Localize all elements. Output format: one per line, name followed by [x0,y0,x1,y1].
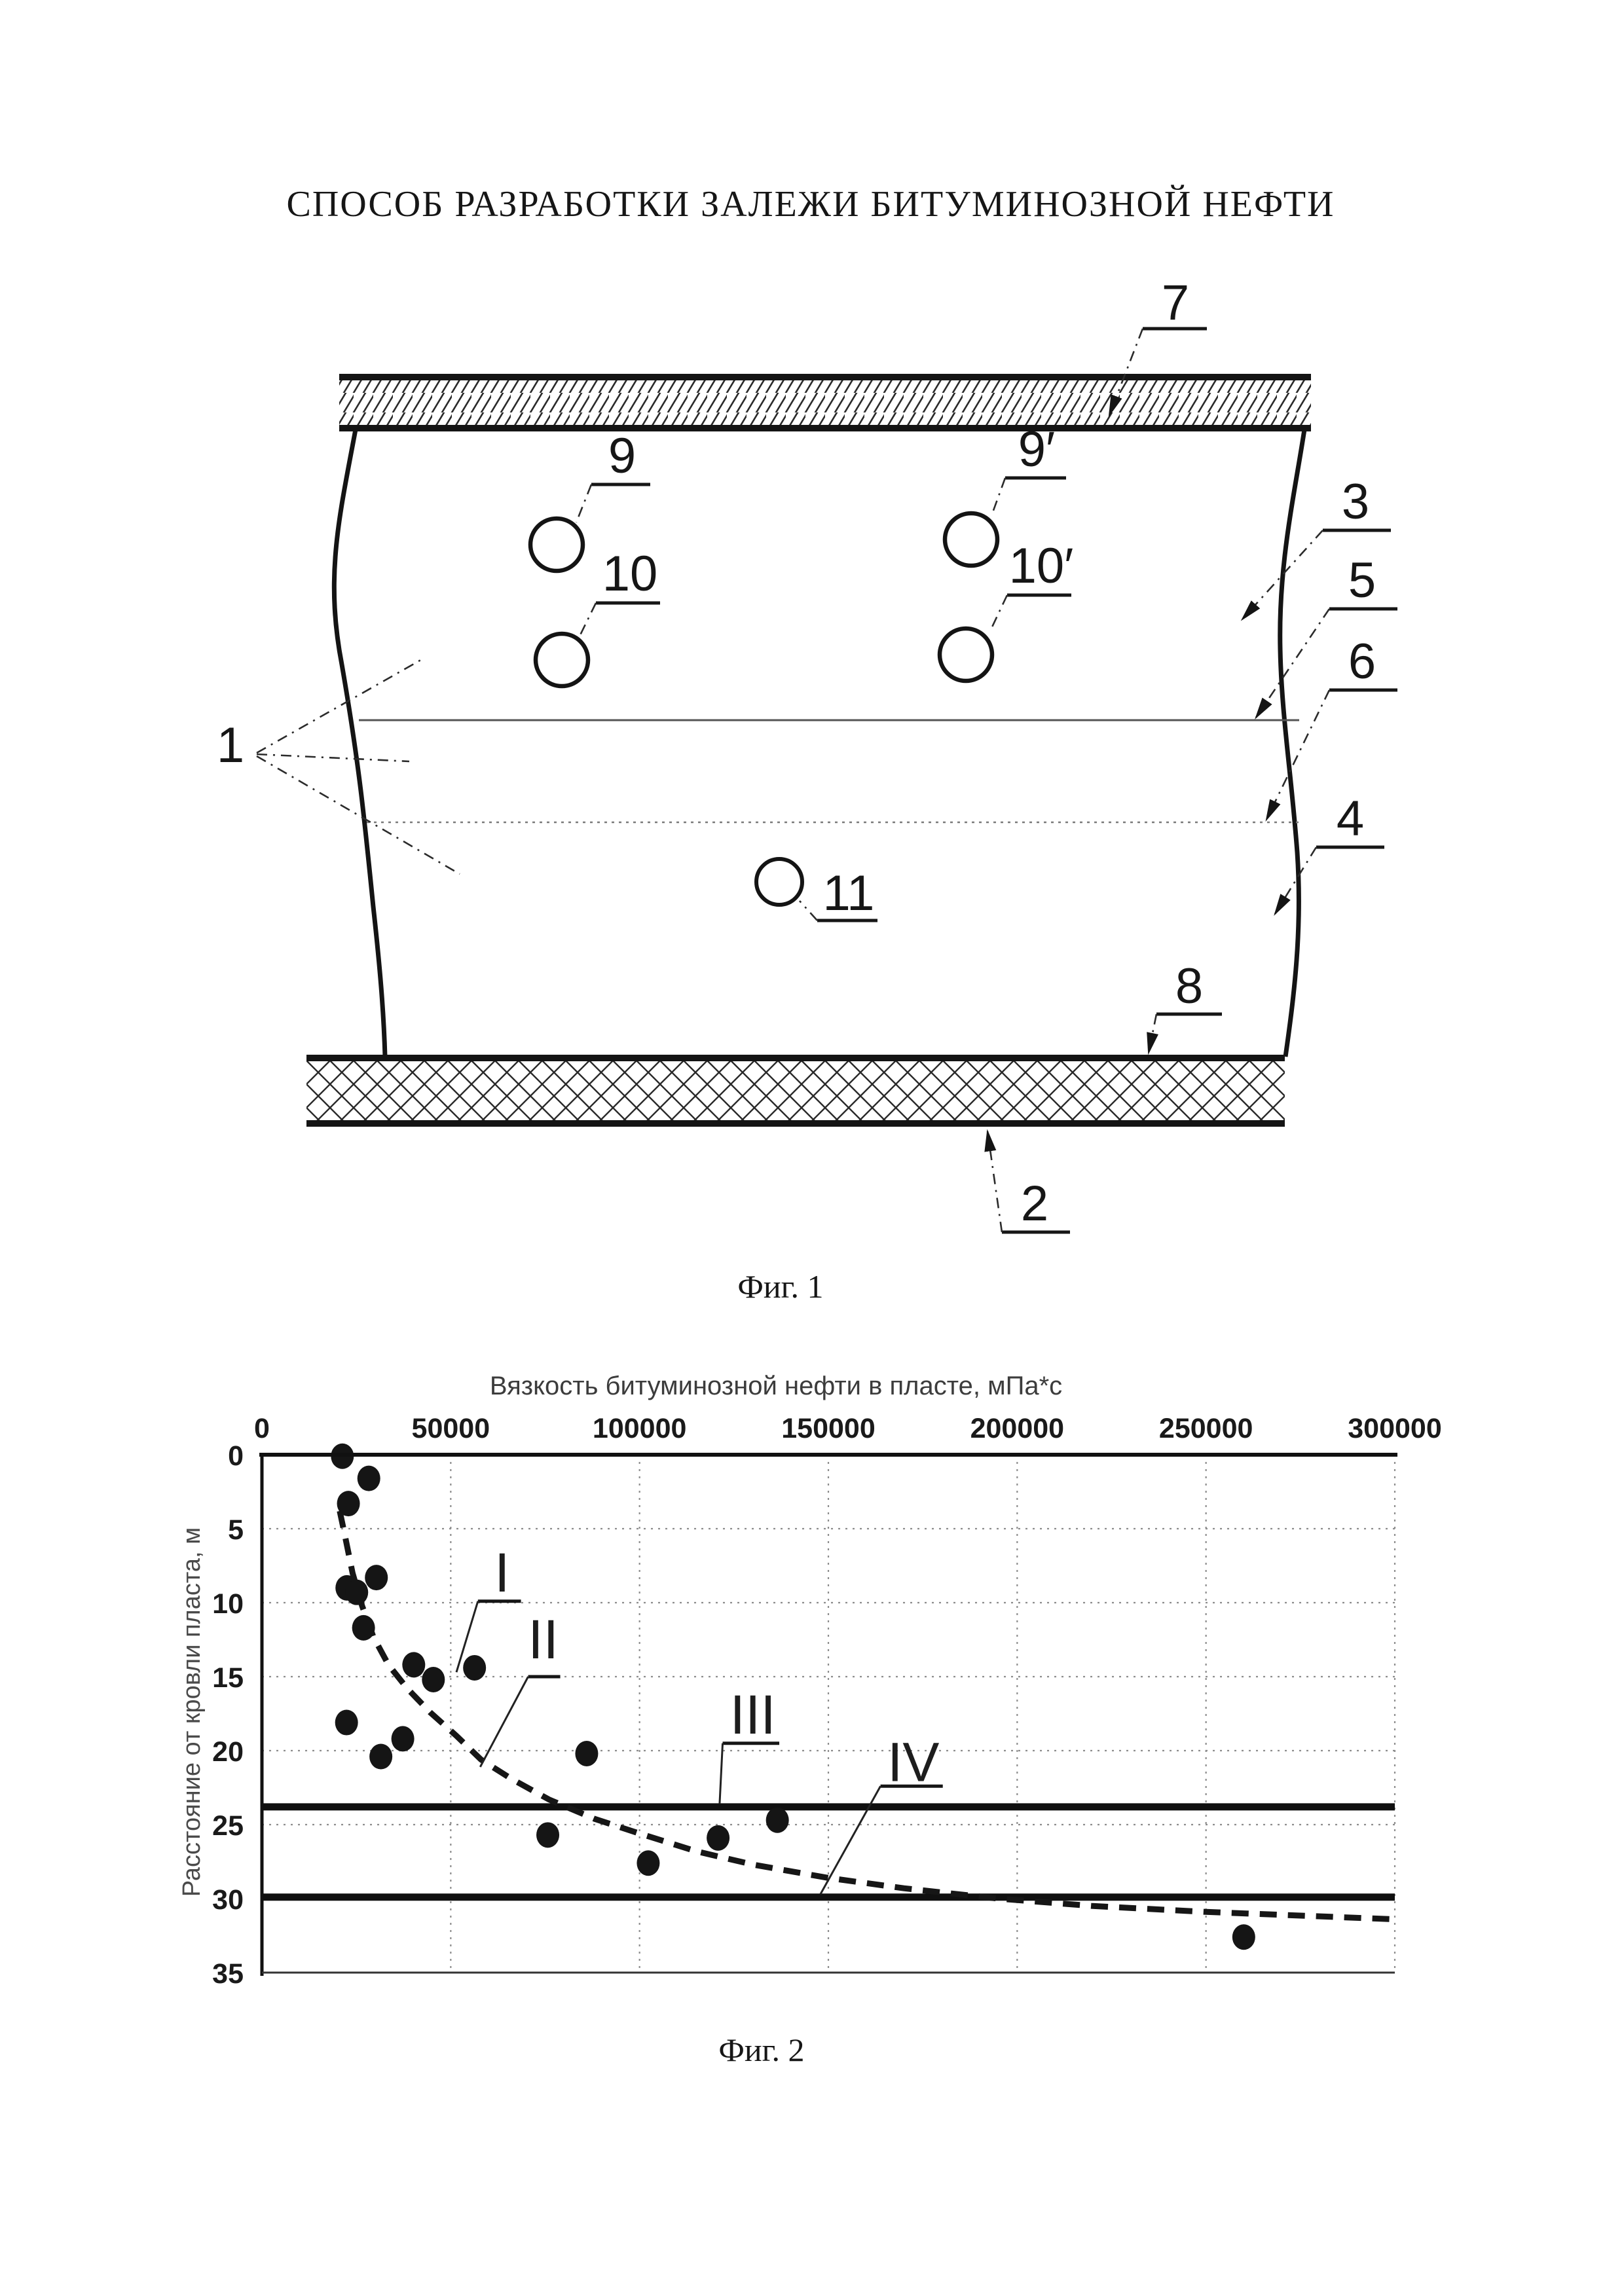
ref-11-leader [800,901,817,920]
data-point [337,1491,360,1516]
chart-x-tick-labels [254,1413,1442,1444]
ref-label-9 [576,428,650,522]
x-tick-label: 0 [254,1413,270,1444]
data-point [536,1822,559,1848]
y-tick-label: 10 [212,1588,244,1620]
chart-title: Вязкость битуминозной нефти в пласте, мПа*с [489,1372,1063,1400]
ref-4-text: 4 [1336,791,1365,847]
ref-11-text: 11 [822,866,875,921]
data-point [637,1850,659,1876]
x-tick-label: 150000 [781,1413,876,1444]
page-title: СПОСОБ РАЗРАБОТКИ ЗАЛЕЖИ БИТУМИНОЗНОЙ НЕФТИ [286,184,1335,225]
data-point [335,1710,358,1736]
base-bar [306,1058,1285,1123]
fig2-chart [178,1372,1442,2068]
well-9p-circle [945,513,997,566]
y-tick-label: 35 [212,1958,244,1990]
zone-leader-II [480,1677,528,1767]
ref-9-text: 9 [608,428,637,484]
ref-2-leader [987,1131,1002,1232]
ref-label-10 [579,546,660,638]
ref-6-text: 6 [1348,634,1376,689]
well-10p-circle [940,629,992,681]
ref-6-leader [1266,690,1329,820]
ref-3-text: 3 [1341,474,1370,530]
zone-label-I: I [494,1542,510,1604]
ref-label-11 [800,866,877,921]
data-point [358,1466,380,1491]
fig1-caption: Фиг. 1 [737,1268,824,1305]
data-point [392,1726,415,1751]
caprock-bar [339,378,1311,428]
zone-label-II: II [528,1608,559,1670]
ref-9-leader [576,484,591,522]
well-11-circle [756,859,802,905]
ref-label-1 [217,658,460,874]
zone-label-III: III [729,1684,776,1746]
data-point [352,1615,375,1641]
ref-5-text: 5 [1348,553,1376,608]
ref-label-9p [991,422,1066,516]
data-point [707,1825,729,1851]
x-tick-label: 50000 [411,1413,490,1444]
data-point [402,1652,425,1677]
ref-10p-leader [990,595,1007,631]
ref-label-5 [1256,553,1397,718]
well-9-circle [530,519,583,571]
reservoir-right-border [1280,429,1304,1057]
ref-10p-text: 10′ [1008,538,1074,594]
data-point [345,1580,368,1605]
x-tick-label: 200000 [970,1413,1065,1444]
y-tick-label: 0 [228,1440,244,1472]
ref-1-text: 1 [216,718,245,773]
ref-5-leader [1256,609,1329,718]
well-10-circle [536,634,588,686]
y-tick-label: 20 [212,1736,244,1768]
data-point [575,1741,598,1766]
x-tick-label: 100000 [592,1413,687,1444]
y-tick-label: 15 [212,1662,244,1694]
x-tick-label: 300000 [1348,1413,1442,1444]
ref-8-text: 8 [1175,958,1204,1014]
ref-10-leader [579,603,596,638]
ref-9p-leader [991,478,1005,516]
chart-zone-annotations [456,1542,943,1894]
x-tick-label: 250000 [1158,1413,1253,1444]
y-tick-label: 25 [212,1810,244,1842]
ref-label-10p [990,538,1073,631]
data-point [766,1808,789,1833]
ref-label-2 [987,1131,1070,1232]
zone-label-IV: IV [887,1731,940,1793]
ref-7-text: 7 [1161,275,1190,331]
fig2-caption: Фиг. 2 [718,2032,805,2068]
reservoir-left-border [334,429,385,1057]
data-point [422,1667,445,1692]
fig1-diagram [217,275,1397,1305]
ref-1-ray-upper [257,658,424,753]
y-tick-label: 5 [228,1514,244,1546]
data-point [463,1655,486,1681]
ref-label-8 [1149,958,1222,1053]
zone-leader-III [720,1743,723,1804]
chart-y-tick-labels [212,1440,244,1990]
chart-y-axis-title: Расстояние от кровли пласта, м [178,1527,206,1897]
ref-2-text: 2 [1020,1176,1049,1231]
y-tick-label: 30 [212,1884,244,1916]
ref-8-leader [1149,1014,1156,1053]
zone-leader-IV [821,1786,881,1894]
ref-1-ray-middle [257,754,409,761]
ref-9p-text: 9′ [1018,422,1056,477]
data-point [1232,1924,1255,1950]
data-point [369,1744,392,1770]
ref-10-text: 10 [602,546,658,602]
data-point [365,1565,388,1590]
